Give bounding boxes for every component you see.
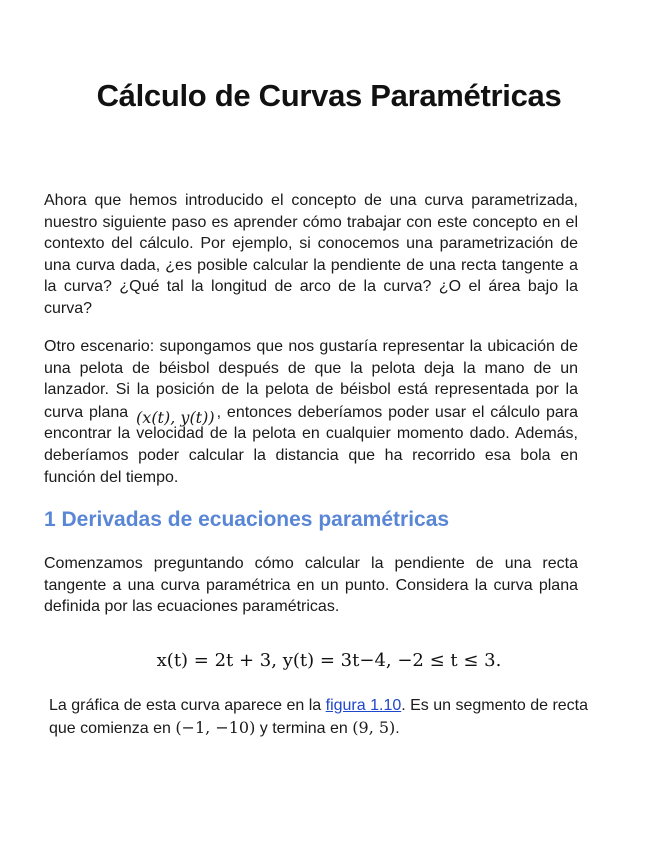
page-title: Cálculo de Curvas Paramétricas [96, 78, 562, 113]
parametric-equation: x(t) = 2t + 3, y(t) = 3t−4, −2 ≤ t ≤ 3. [156, 650, 502, 671]
scenario-text-after: , entonces deberíamos poder usar el cálculo para encontrar la velocidad de la pelota en cualquier momento dado. Además, deberíamos poder calcular la distancia que ha recorrido esa bola en función del tiempo. [44, 403, 578, 486]
section-heading: 1 Derivadas de ecuaciones paramétricas [44, 508, 450, 531]
closing-text-before-link: La gráfica de esta curva aparece en la [49, 697, 326, 714]
closing-text-middle: y termina en [255, 719, 353, 737]
inline-math-position: (x(t), y(t)) [136, 407, 215, 427]
closing-text-after-link: . Es un segmento de recta que comienza en [49, 697, 589, 737]
closing-text-end: . [395, 719, 400, 737]
section-paragraph: Comenzamos preguntando cómo calcular la pendiente de una recta tangente a una curva paramétrica en un punto. Considera la curva plana definida por las ecuaciones paramétricas. [44, 555, 578, 616]
end-point-math: (9, 5) [352, 717, 396, 737]
closing-paragraph [49, 695, 589, 739]
figure-link[interactable]: figura 1.10 [325, 697, 402, 714]
intro-paragraph: Ahora que hemos introducido el concepto de una curva parametrizada, nuestro siguiente paso es aprender cómo trabajar con este concepto en el contexto del cálculo. Por ejemplo, si conocemos una parametrización de una curva dada, ¿es posible calcular la pendiente de una recta tangente a la curva? ¿Qué tal la longitud de arco de la curva? ¿O el área bajo la curva? [44, 192, 578, 317]
scenario-paragraph [44, 336, 578, 488]
start-point-math: (−1, −10) [175, 717, 256, 737]
scenario-text-before: Otro escenario: supongamos que nos gustaría representar la ubicación de una pelota de béisbol después de que la pelota deja la mano de un lanzador. Si la posición de la pelota de béisbol está representada por la curva plana [44, 338, 578, 421]
